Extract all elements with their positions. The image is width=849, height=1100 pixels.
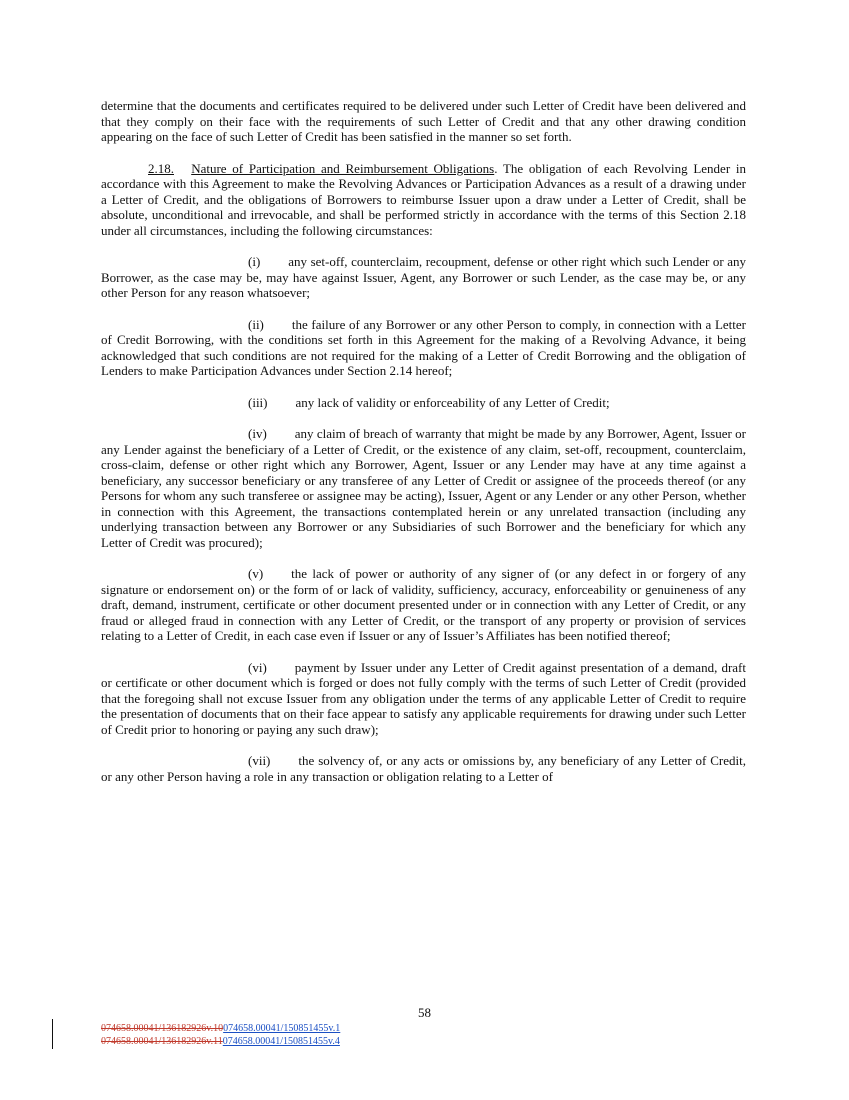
deleted-doc-id: 074658.00041/136182926v.11 — [101, 1036, 223, 1047]
clause-v — [101, 566, 746, 644]
clause-marker: (vi) — [248, 659, 267, 675]
clause-text: the solvency of, or any acts or omissions by, any beneficiary of any Letter of Credit, or any other Person having a role in any transaction or obligation relating to a Letter of — [101, 753, 746, 784]
clause-marker: (iv) — [248, 426, 267, 441]
clause-marker: (vii) — [248, 753, 271, 768]
clause-iv — [101, 426, 746, 550]
clause-i — [101, 254, 746, 301]
section-title: Nature of Participation and Reimbursement Obligations — [191, 160, 495, 176]
inserted-doc-id[interactable]: 074658.00041/150851455v.4 — [222, 1036, 340, 1047]
clause-iii — [101, 395, 746, 411]
body-text — [101, 98, 746, 800]
clause-text: the failure of any Borrower or any other Person to comply, in connection with a Letter of Credit Borrowing, with the conditions set forth in this Agreement for the making of a Revolving Advance, it being acknowledged that such conditions are not required for the making of a Letter of Credit Borrowing and the obligation of Lenders to make Participation Advances under Section 2.14 hereof; — [101, 316, 746, 378]
clause-vi — [101, 660, 746, 738]
page-number: 58 — [418, 1005, 431, 1020]
footer-line-1 — [101, 1022, 340, 1035]
clause-marker: (i) — [248, 254, 261, 269]
revision-change-bar — [52, 1019, 53, 1049]
clause-vii — [101, 753, 746, 784]
clause-text: any lack of validity or enforceability of any Letter of Credit; — [295, 394, 610, 410]
intro-paragraph: determine that the documents and certificates required to be delivered under such Letter of Credit have been delivered and that they comply on their face with the requirements of such Letter of Credit and that any other drawing condition appearing on the face of such Letter of Credit has been satisfied in the manner so set forth. — [101, 98, 746, 144]
footer-line-2 — [101, 1035, 340, 1048]
inserted-doc-id[interactable]: 074658.00041/150851455v.1 — [223, 1023, 341, 1034]
clause-marker: (v) — [248, 566, 264, 581]
clause-text: any claim of breach of warranty that might be made by any Borrower, Agent, Issuer or any Lender against the beneficiary of a Letter of Credit, or the existence of any claim, set-off, recoupment, counterclaim, cross-claim, defense or other right which any Borrower, Agent, Issuer or any Lender may have at any time against a beneficiary, any successor beneficiary or any transferee of any Letter of Credit or assignee of the proceeds thereof (or any Persons for whom any such transferee or assignee may be acting), Issuer, Agent or any Lender or any other Person, whether in connection with this Agreement, the transactions contemplated herein or any unrelated transaction (including any underlying transaction between any Borrower or any Subsidiaries of such Borrower and the beneficiary for which any Letter of Credit was procured); — [101, 426, 746, 550]
section-text: . The obligation of each Revolving Lender in accordance with this Agreement to make the Revolving Advances or Participation Advances as a result of a drawing under a Letter of Credit, and the obligations of Borrowers to reimburse Issuer upon a draw under a Letter of Credit, shall be absolute, unconditional and irrevocable, and shall be performed strictly in accordance with the terms of this Section 2.18 under all circumstances, including the following circumstances: — [101, 160, 746, 238]
section-number: 2.18. — [148, 160, 174, 176]
clause-text: payment by Issuer under any Letter of Credit against presentation of a demand, draft or certificate or other document which is forged or does not fully comply with the terms of such Letter of Credit (provided that the foregoing shall not excuse Issuer from any obligation under the terms of any applicable Letter of Credit to require the presentation of documents that on their face appear to satisfy any applicable requirements for drawing under such Letter of Credit prior to honoring or paying any such draw); — [101, 659, 746, 737]
clause-ii — [101, 317, 746, 379]
document-id-footer — [101, 1022, 340, 1048]
deleted-doc-id: 074658.00041/136182926v.10 — [101, 1023, 224, 1034]
clause-marker: (iii) — [248, 394, 268, 410]
section-2-18-paragraph — [101, 161, 746, 239]
clause-text: any set-off, counterclaim, recoupment, defense or other right which such Lender or any Borrower, as the case may be, may have against Issuer, Agent, any Borrower or such Lender, as the case may be, or any other Person for any reason whatsoever; — [101, 254, 746, 300]
clause-text: the lack of power or authority of any signer of (or any defect in or forgery of any signature or endorsement on) or the form of or lack of validity, sufficiency, accuracy, enforceability or genuineness of any draft, demand, instrument, certificate or other document presented under or in connection with any Letter of Credit, or any fraud or alleged fraud in connection with any Letter of Credit, or the transport of any property or provision of services relating to a Letter of Credit, in each case even if Issuer or any of Issuer’s Affiliates has been notified thereof; — [101, 566, 746, 643]
clause-marker: (ii) — [248, 316, 264, 332]
